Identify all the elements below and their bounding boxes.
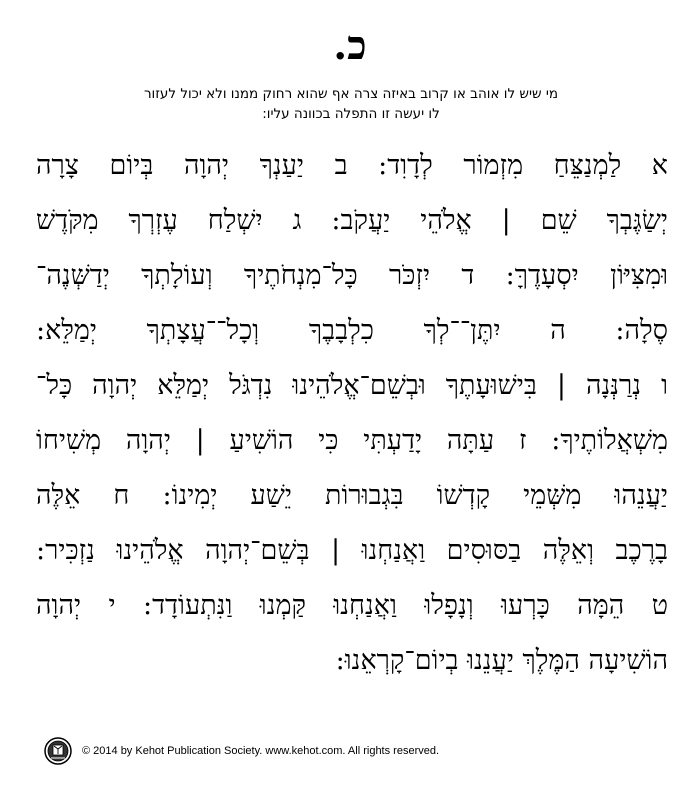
psalm-line: בָרֶכֶב וְאֵלֶּה בַסּוּסִים וַאֲנַחְנוּ | בְּשֵׁם־יְהוָה אֱלֹהֵינוּ נַזְכִּיר:	[36, 535, 668, 566]
intro-line: לו יעשה זו התפלה בכוונה עליו:	[262, 106, 440, 122]
psalm-line: וּמִצִּיּוֹן יִסְעָדֶךָּ: ד יִזְכֹּר כָּל־מִנְחֹתֶיךָ וְעוֹלָתְךָ יְדַשְּׁנֶה־	[36, 260, 668, 291]
psalm-line: יַעֲנֵהוּ מִשְּׁמֵי קָדְשׁוֹ בִּגְבוּרוֹת יֵשַׁע יְמִינוֹ: ח אֵלֶּה	[36, 480, 668, 511]
psalm-line: א לַמְנַצֵּחַ מִזְמוֹר לְדָוִד: ב יַעַנְךָ יְהוָה בְּיוֹם צָרָה	[36, 150, 668, 181]
psalm-text	[36, 138, 668, 688]
psalm-line: הוֹשִׁיעָה הַמֶּלֶךְ יַעֲנֵנוּ בְיוֹם־קָרְאֵנוּ:	[335, 645, 668, 676]
psalm-line: סֶלָה: ה יִתֶּן־־לְךָ כִלְבָבֶךָ וְכָל־־עֲצָתְךָ יְמַלֵּא:	[36, 315, 668, 346]
footer	[44, 736, 439, 766]
intro-instruction	[42, 84, 660, 124]
psalm-line: ו נְרַנְּנָה | בִּישׁוּעָתֶךָ וּבְשֵׁם־אֱלֹהֵינוּ נִדְגֹּל יְמַלֵּא יְהוָה כָּל־	[36, 370, 668, 401]
psalm-line: יְשַׂגֶּבְךָ שֵׁם | אֱלֹהֵי יַעֲקֹב: ג יִשְׁלַח עֶזְרְךָ מִקֹּדֶשׁ	[36, 205, 668, 236]
intro-line: מי שיש לו אוהב או קרוב באיזה צרה אף שהוא רחוק ממנו ולא יכול לעזור	[143, 86, 559, 102]
chapter-number: כ.	[333, 22, 367, 69]
kehot-seal-icon	[44, 737, 72, 765]
copyright-notice: © 2014 by Kehot Publication Society. www.kehot.com. All rights reserved.	[82, 745, 440, 757]
psalm-line: מִשְׁאֲלוֹתֶיךָ: ז עַתָּה יָדַעְתִּי כִּי הוֹשִׁיעַ | יְהוָה מְשִׁיחוֹ	[36, 425, 668, 456]
psalm-line: ט הֵמָּה כָּרְעוּ וְנָפָלוּ וַאֲנַחְנוּ קַּמְנוּ וַנִּתְעוֹדָד: י יְהוָה	[36, 590, 668, 621]
